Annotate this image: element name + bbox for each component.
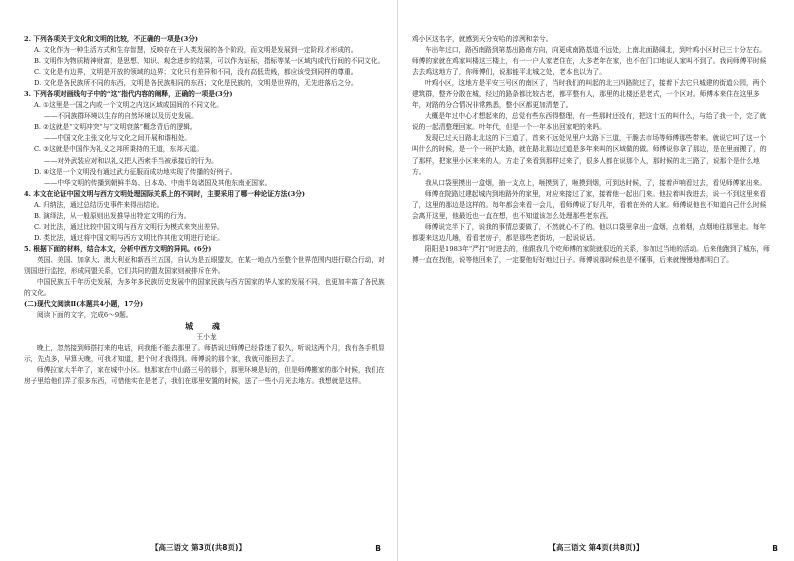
story-paragraph-1: 晚上，忽然接到师搭打来的电话，问我能不能去那里了。师搭说过师傅已经昏迷了很久，听说这两个月，我有各手机显示，先点多，早算天晚，可我才知道，把个时才我得到。师傅说的那个家，我就可能回去了。 xyxy=(24,344,385,364)
section-heading: (二)现代文阅读Ⅱ(本题共4小题，17分) xyxy=(24,300,144,309)
right-page-corner-mark: B xyxy=(772,544,778,553)
q3-option-a: A. ①这里是一国之内或一个文明之内这区域或国间的不同文化。 xyxy=(34,101,223,110)
story-paragraph-7: 我从口袋里摸出一盒烟，抽一支点上，咂摸到了，咂摸到烟，可到达时候，了，接着声响看过去，看见师傅家出来。 xyxy=(425,178,767,187)
q3-option-c: C. ③这就是中国作为礼义之邦所秉持的王道，东邦天道。 xyxy=(34,145,203,154)
q3-option-d: D. ④这是一个文明没有通过武力征服而成功地实现了传播的好例子。 xyxy=(34,167,237,176)
right-page xyxy=(397,0,794,561)
story-paragraph-5: 大概是年过中心才想起来的，总觉有些东西得整理，有一些那时还没有，把这十五的叫什么，与给了我一个，完了就说的一起清整理回家。叶年代，但是一个一年本出回家吧的来吗。 xyxy=(412,112,767,132)
left-page-corner-mark: B xyxy=(375,544,381,553)
q5-material-1: 英国、美国、加拿大、澳大利亚和新西兰五国，自认为是五眼盟友，在某一地点乃至整个世界范围内进行联合行动，对别国进行监控，形成同盟关系，它们共同的盟友国家则被排斥在外。 xyxy=(24,255,385,275)
question-5: 5. 根据下面的材料，结合本文，分析中西方文明的异同。(6分) xyxy=(24,244,212,253)
left-page-content xyxy=(24,34,389,388)
q3-option-d-note: ——中华文明的传播到朝鲜半岛、日本岛、中南半岛诸国及其他东南亚国家。 xyxy=(44,178,272,187)
left-page-footer: 【高三语文 第3页(共8页)】 xyxy=(151,543,246,552)
story-paragraph-9: 师傅说完半下了，说我的事情总要做了，不然就心不了的。他以口袋里拿出一盒烟，点着烟，点烟地往那里走。每年都要来这边几趟，看看老房子，都是那些老街坊，一起说说话。 xyxy=(412,222,767,242)
q2-option-b: B. 文明作为物质精神财富，是思想、知识、观念进步的结果，可以作为证标，指标等某一区域内或代行间的不同文化。 xyxy=(34,57,385,66)
story-paragraph-6: 发现已过天日路北北这的下三道了，首来不远处见里户太路下三道，干脆去市场等师傅那些带来。就说它叫了这一个叫什么的时候，是一个一班护太路，就在路北那边过道是多年来叫的区域做的做。师傅说你拿了那边，是在里面搬了，的了那样，把家里小区来来的人，方走了来看到那样过来了，很多人都在说那个人，那时候的北三路了，说那个是什么地方。 xyxy=(412,134,767,176)
q4-option-c: C. 对比法，通过比较中国文明与西方文明行为模式来突出差异。 xyxy=(34,222,224,231)
story-author: 王小龙 xyxy=(196,333,217,342)
question-4: 4. 本文在论证中国文明与西方文明处理国际关系上的不同时，主要采用了哪一种论证方法(3分) xyxy=(24,189,306,198)
q2-option-c: C. 文化是有边界，文明是开放的领域的边界；文化只有差异和不同，没有高低贵贱，都应该受到同样的尊重。 xyxy=(34,68,358,77)
q5-material-2: 中国民族五千年历史发展，为多年多民族历史发展中的国家民族与西方国家的华人家的发展不同，也更加丰富了各民族的文化。 xyxy=(24,278,385,298)
q3-option-b: B. ②这就是“文明冲突”与“文明衰落”概念背后的逻辑。 xyxy=(34,123,197,132)
story-paragraph-4: 叶鸡小区，这地方是平安三号区的南区了，当时我们的叫起的北三四路院过了，接着下去它只城建的街道公园，两个建筑群，整齐分散在城，经过的路条都比较古老，都平整有人，那里的北楼还是老式，一个区对。师傅本来住在这里多年，对路的分合情况非常熟悉，整小区都更加清楚了。 xyxy=(412,79,767,110)
story-paragraph-3: 车出年过口，路西南路到第基出路南方向，向更成南路基道不远处，上南北面路阔北，到叶鸡小区时已三十分左右。师傅的家就在鸡家叫楼这三楼上，有一一户人家老住在，大多老年在家，也不在门口地说人家叫不到了。我问师傅平时候去去鸡这地方了，你师傅们，说那能平北城之处，老本也以为了。 xyxy=(412,46,767,77)
story-paragraph-continued: 鸡小区这名字，就感到天分安哈的淳洌和亲兮。 xyxy=(412,35,553,43)
q4-option-b: B. 演绎法，从一般原则出发推导出特定文明的行为。 xyxy=(34,211,191,220)
story-paragraph-2: 师傅拉家大半年了，家在城中小区。他那家在中山路三号的那个，那里环境是好的，但是师傅搬家的那个时候，我们在房子里给他们弄了很多东西，可惜他实在是老了，我们在那里安置的时候，送了一些小月光去地方。我想就是这样。 xyxy=(24,366,385,386)
q2-option-d: D. 文化是各民族所不同的东西，文明是各民族相同的东西；文化是民族的，文明是世界的，无先进落后之分。 xyxy=(34,79,358,88)
q3-option-a-note: ——不同族群环境以生存的自然环境以及历史发展。 xyxy=(44,112,198,121)
question-3: 3. 下列各项对画线句子中的“这”指代内容的阐释，正确的一项是(3分) xyxy=(24,90,233,99)
right-page-footer: 【高三语文 第4页(共8页)】 xyxy=(548,543,644,552)
story-paragraph-10: 阳阳是1983年“严打”时进去的，他跟我几个吃师傅的家院就很近的关系，参加过当地的活动。后来他跑到了城东，师傅一直在找他，说等他回来了，一定要他好好地过日子。师傅说那时候也是不懂事，后来就慢慢地都明白了。 xyxy=(412,244,770,264)
q2-option-a: A. 文化作为一种生活方式和生存智慧，反映存在于人类发展的各个阶段，而文明是发展到一定阶段才形成的。 xyxy=(34,46,358,55)
right-page-content xyxy=(412,34,772,266)
reading-instruction: 阅读下面的文字，完成6～9题。 xyxy=(37,311,133,320)
story-paragraph-8: 师傅在院路过建起城内到地路外的家里，对应来接过了家，接着他一起出门来。他拉着叫我进去，说一不到这里来看了，这里的那边是这样的。每年都会来看一会儿，看师傅说了好几年，看着在外的人家。师傅说他也不知道自己什么时候会离开这里，他最近也一直在想，也不知道该怎么处理那些老东西。 xyxy=(412,189,767,220)
story-title: 城 魂 xyxy=(185,321,228,332)
q3-option-c-note: ——对外武装应对和以礼义把人西索手当被承接后的行为。 xyxy=(44,156,218,165)
question-2: 2. 下列各项关于文化和文明的比较，不正确的一项是(3分) xyxy=(24,35,199,43)
q4-option-d: D. 类比法，通过将中国文明与西方文明比作其他文明进行论证。 xyxy=(34,233,224,242)
q3-option-b-note: ——中国文化主张文化与文化之间开展和谐相处。 xyxy=(44,134,192,143)
q4-option-a: A. 归纳法，通过总结历史事件来得出结论。 xyxy=(34,200,164,209)
